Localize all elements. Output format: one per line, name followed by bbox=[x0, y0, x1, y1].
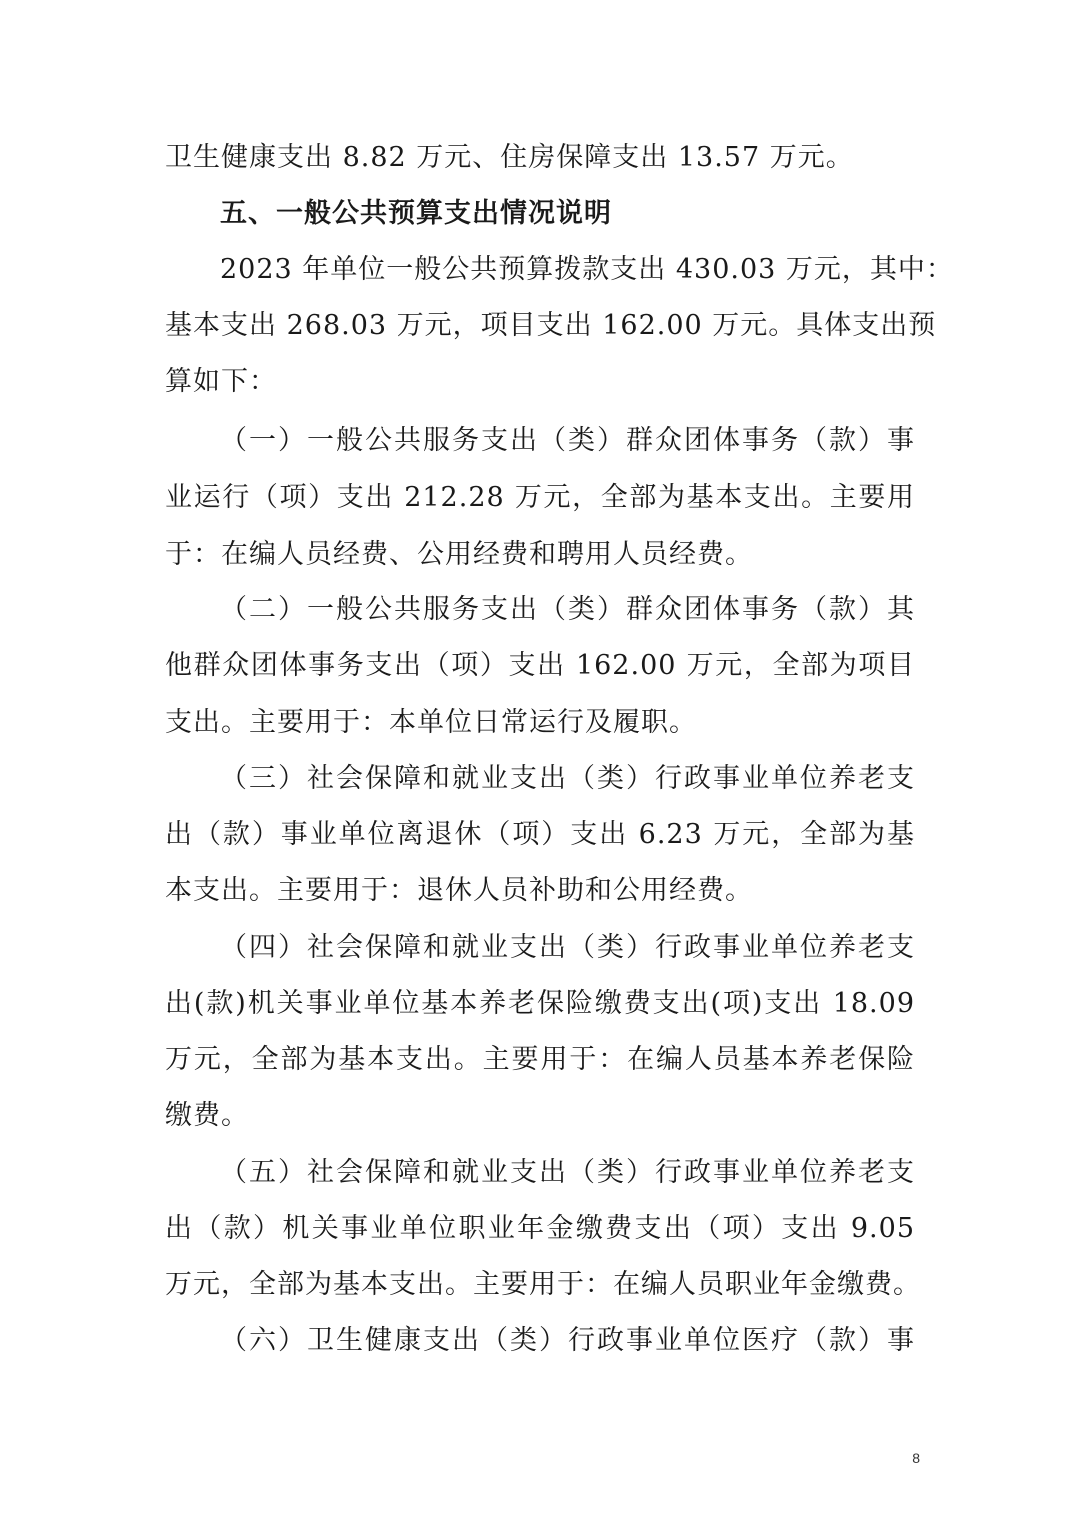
paragraph-line: 卫生健康支出 8.82 万元、住房保障支出 13.57 万元。 bbox=[165, 142, 854, 173]
paragraph-line: （五）社会保障和就业支出（类）行政事业单位养老支 bbox=[220, 1157, 915, 1188]
paragraph-line: 业运行（项）支出 212.28 万元，全部为基本支出。主要用 bbox=[165, 482, 915, 513]
paragraph-line: （六）卫生健康支出（类）行政事业单位医疗（款）事 bbox=[220, 1325, 915, 1356]
paragraph-line: 2023 年单位一般公共预算拨款支出 430.03 万元，其中： bbox=[220, 254, 954, 285]
paragraph-line: 支出。主要用于：本单位日常运行及履职。 bbox=[165, 707, 697, 738]
paragraph-line: （三）社会保障和就业支出（类）行政事业单位养老支 bbox=[220, 763, 915, 794]
paragraph-line: 出（款）事业单位离退休（项）支出 6.23 万元，全部为基 bbox=[165, 819, 915, 850]
paragraph-line: （二）一般公共服务支出（类）群众团体事务（款）其 bbox=[220, 594, 915, 625]
paragraph-line: 算如下： bbox=[165, 366, 277, 397]
paragraph-line: （一）一般公共服务支出（类）群众团体事务（款）事 bbox=[220, 425, 915, 456]
paragraph-line: 出(款)机关事业单位基本养老保险缴费支出(项)支出 18.09 bbox=[165, 988, 915, 1019]
paragraph-line: 万元，全部为基本支出。主要用于：在编人员职业年金缴费。 bbox=[165, 1269, 921, 1300]
paragraph-line: 出（款）机关事业单位职业年金缴费支出（项）支出 9.05 bbox=[165, 1213, 915, 1244]
paragraph-line: 本支出。主要用于：退休人员补助和公用经费。 bbox=[165, 875, 753, 906]
paragraph-line: 于：在编人员经费、公用经费和聘用人员经费。 bbox=[165, 539, 753, 570]
page-number: 8 bbox=[912, 1450, 920, 1466]
paragraph-line: 他群众团体事务支出（项）支出 162.00 万元，全部为项目 bbox=[165, 650, 915, 681]
paragraph-line: 基本支出 268.03 万元，项目支出 162.00 万元。具体支出预 bbox=[165, 310, 937, 341]
paragraph-line: 缴费。 bbox=[165, 1100, 249, 1131]
section-heading: 五、一般公共预算支出情况说明 bbox=[220, 198, 612, 229]
paragraph-line: 万元，全部为基本支出。主要用于：在编人员基本养老保险 bbox=[165, 1044, 915, 1075]
paragraph-line: （四）社会保障和就业支出（类）行政事业单位养老支 bbox=[220, 932, 915, 963]
